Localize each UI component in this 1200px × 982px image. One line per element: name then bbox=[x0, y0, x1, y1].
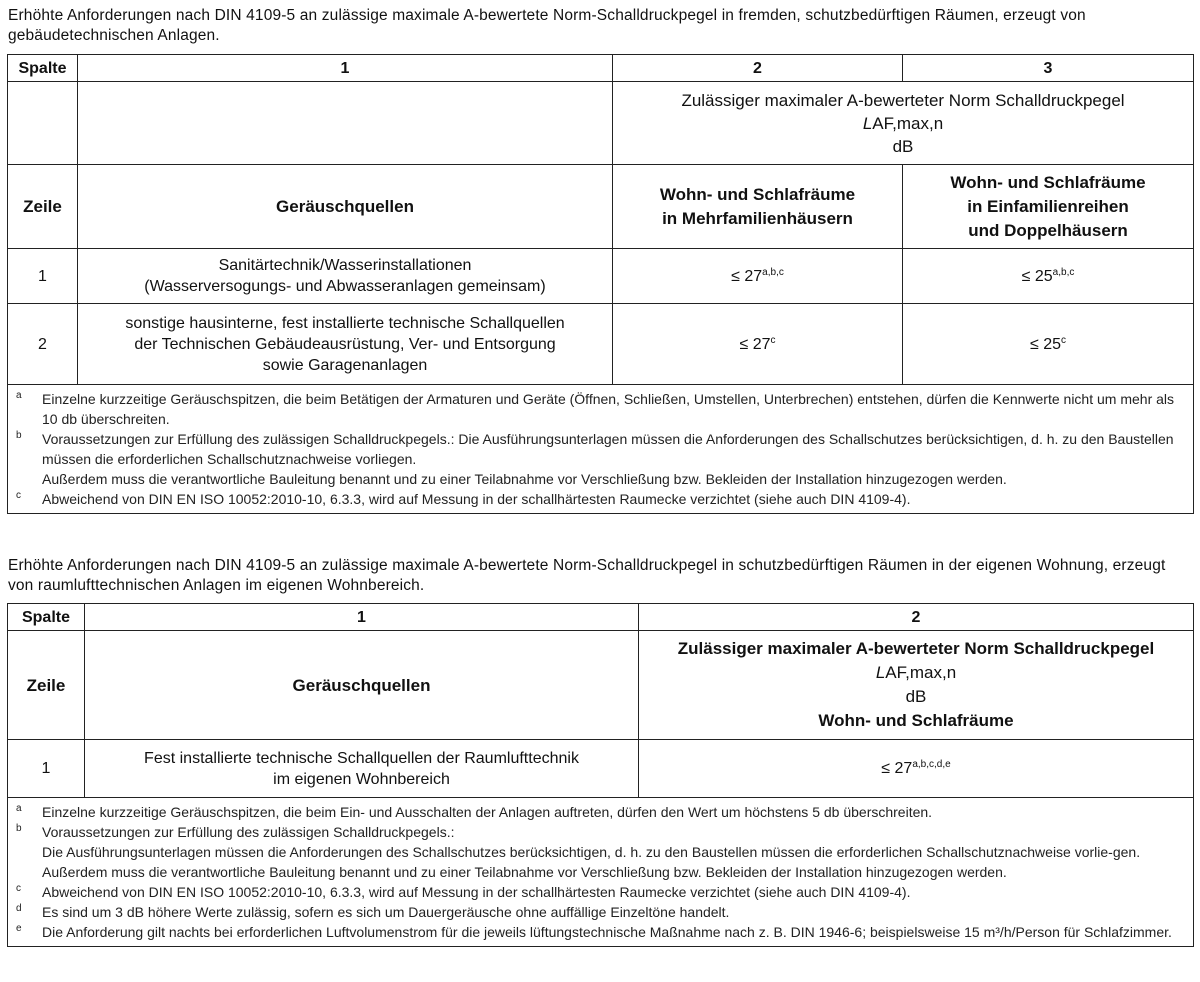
row-value-col3: ≤ $25^c$ bbox=[903, 304, 1194, 385]
table1-col-number-2: 2 bbox=[613, 55, 903, 82]
level-header-unit: dB bbox=[892, 136, 914, 156]
row-value-col2: ≤ $27^c$ bbox=[613, 304, 903, 385]
table2-footnotes bbox=[8, 798, 1194, 947]
row-source: Sanitärtechnik/Wasserinstallationen (Wasserversogungs- und Abwasseranlagen gemeinsam) bbox=[78, 249, 613, 304]
table2-col-number-1: 1 bbox=[85, 604, 639, 631]
table1-col2-header: Wohn- und Schlafräume in Mehrfamilienhäusern bbox=[613, 165, 903, 249]
level-header-rooms: Wohn- und Schlafräume bbox=[818, 711, 1014, 730]
footnote-b: b Voraussetzungen zur Erfüllung des zulässigen Schalldruckpegels.: Die Ausführungsunterlagen müssen die Anforderungen des Schallschutzes berücksichtigen, d. h. zu den Baustellen müssen die erforderlichen Schallschutznachweise vorlie-gen. Außerdem muss die verantwortliche Bauleitung benannt und zu einer Teilabnahme vor Verschließung bzw. Bekleiden der Installation hinzugezogen werden. bbox=[16, 823, 1141, 880]
row-value-col2: ≤ $27^{a,b,c}$ bbox=[613, 249, 903, 304]
table2-spalte-label: Spalte bbox=[8, 604, 85, 631]
footnote-a: a Einzelne kurzzeitige Geräuschspitzen, die beim Betätigen der Armaturen und Geräte (Öffnen, Schließen, Umstellen, Unterbrechen) entstehen, dürfen die Kennwerte nicht um mehr als 10 db überschreiten. bbox=[16, 390, 1175, 427]
footnote-c: c Abweichend von DIN EN ISO 10052:2010-10, 6.3.3, wird auf Messung in der schallhärtesten Raumecke verzichtet (siehe auch DIN 4109-4). bbox=[16, 883, 911, 900]
footnote-b: b Voraussetzungen zur Erfüllung des zulässigen Schalldruckpegels.: Die Ausführungsunterlagen müssen die Anforderungen des Schallschutzes berücksichtigen, d. h. zu den Baustellen müssen die erforderlichen Schallschutznachweise vorliegen. Außerdem muss die verantwortliche Bauleitung benannt und zu einer Teilabnahme vor Verschließung bzw. Bekleiden der Installation hinzugezogen werden. bbox=[16, 430, 1174, 487]
table1-col3-header: Wohn- und Schlafräume in Einfamilienreihen und Doppelhäusern bbox=[903, 165, 1194, 249]
table1-footnotes bbox=[8, 385, 1194, 514]
table1-spalte-label: Spalte bbox=[8, 55, 78, 82]
level-header-symbol: LAF,max,n bbox=[862, 113, 944, 133]
table2-column-number-row bbox=[8, 604, 1194, 631]
table-row bbox=[8, 740, 1194, 798]
table1-zeile-label: Zeile bbox=[8, 165, 78, 249]
table2-caption: Erhöhte Anforderungen nach DIN 4109-5 an zulässige maximale A-bewertete Norm-Schalldruckpegel in schutzbedürftigen Räumen in der eigenen Wohnung, erzeugt von raumlufttechnischen Anlagen im eigenen Wohnbereich. bbox=[8, 557, 1166, 594]
table1-header-row bbox=[8, 165, 1194, 249]
table1-col-number-3: 3 bbox=[903, 55, 1194, 82]
row-number: 1 bbox=[8, 249, 78, 304]
table1-level-header bbox=[613, 82, 1194, 165]
table1-empty-cell bbox=[8, 82, 78, 165]
row-value-col3: ≤ $25^{a,b,c}$ bbox=[903, 249, 1194, 304]
row-number: 1 bbox=[8, 740, 85, 798]
table2-source-header: Geräuschquellen bbox=[85, 631, 639, 740]
table1-col-number-1: 1 bbox=[78, 55, 613, 82]
footnote-c: c Abweichend von DIN EN ISO 10052:2010-10, 6.3.3, wird auf Messung in der schallhärtesten Raumecke verzichtet (siehe auch DIN 4109-4). bbox=[16, 490, 911, 507]
table1-caption: Erhöhte Anforderungen nach DIN 4109-5 an zulässige maximale A-bewertete Norm-Schalldruckpegel in fremden, schutzbedürftigen Räumen, erzeugt von gebäudetechnischen Anlagen. bbox=[8, 7, 1086, 44]
table1-source-header: Geräuschquellen bbox=[78, 165, 613, 249]
level-header-title: Zulässiger maximaler A-bewerteter Norm Schalldruckpegel bbox=[681, 90, 1125, 110]
level-header-title: Zulässiger maximaler A-bewerteter Norm Schalldruckpegel bbox=[677, 639, 1155, 658]
level-header-symbol: LAF,max,n bbox=[875, 663, 957, 682]
table1-level-header-row bbox=[8, 82, 1194, 165]
table1-empty-cell bbox=[78, 82, 613, 165]
level-header-unit: dB bbox=[905, 687, 927, 706]
row-number: 2 bbox=[8, 304, 78, 385]
table2-zeile-label: Zeile bbox=[8, 631, 85, 740]
table2-col-number-2: 2 bbox=[639, 604, 1194, 631]
row-source: Fest installierte technische Schallquellen der Raumlufttechnik im eigenen Wohnbereich bbox=[85, 740, 639, 798]
table2-notes-row bbox=[8, 798, 1194, 947]
row-source: sonstige hausinterne, fest installierte technische Schallquellen der Technischen Gebäudeausrüstung, Ver- und Entsorgung sowie Garagenanlagen bbox=[78, 304, 613, 385]
table2-header-row bbox=[8, 631, 1194, 740]
footnote-a: a Einzelne kurzzeitige Geräuschspitzen, die beim Ein- und Ausschalten der Anlagen auftreten, dürfen den Wert um höchstens 5 db überschreiten. bbox=[16, 803, 933, 820]
row-value-col2: ≤ $27^{a,b,c,d,e}$ bbox=[639, 740, 1194, 798]
table1 bbox=[7, 54, 1194, 514]
footnote-e: e Die Anforderung gilt nachts bei erforderlichen Luftvolumenstrom für die jeweils lüftungstechnische Maßnahme nach z. B. DIN 1946-6; beispielsweise 15 m³/h/Person für Schlafzimmer. bbox=[16, 923, 1172, 940]
table2 bbox=[7, 603, 1194, 947]
table-row bbox=[8, 304, 1194, 385]
footnote-d: d Es sind um 3 dB höhere Werte zulässig, sofern es sich um Dauergeräusche ohne auffällige Einzeltöne handelt. bbox=[16, 903, 730, 920]
table1-column-number-row bbox=[8, 55, 1194, 82]
table-row bbox=[8, 249, 1194, 304]
table1-notes-row bbox=[8, 385, 1194, 514]
table2-level-header bbox=[639, 631, 1194, 740]
